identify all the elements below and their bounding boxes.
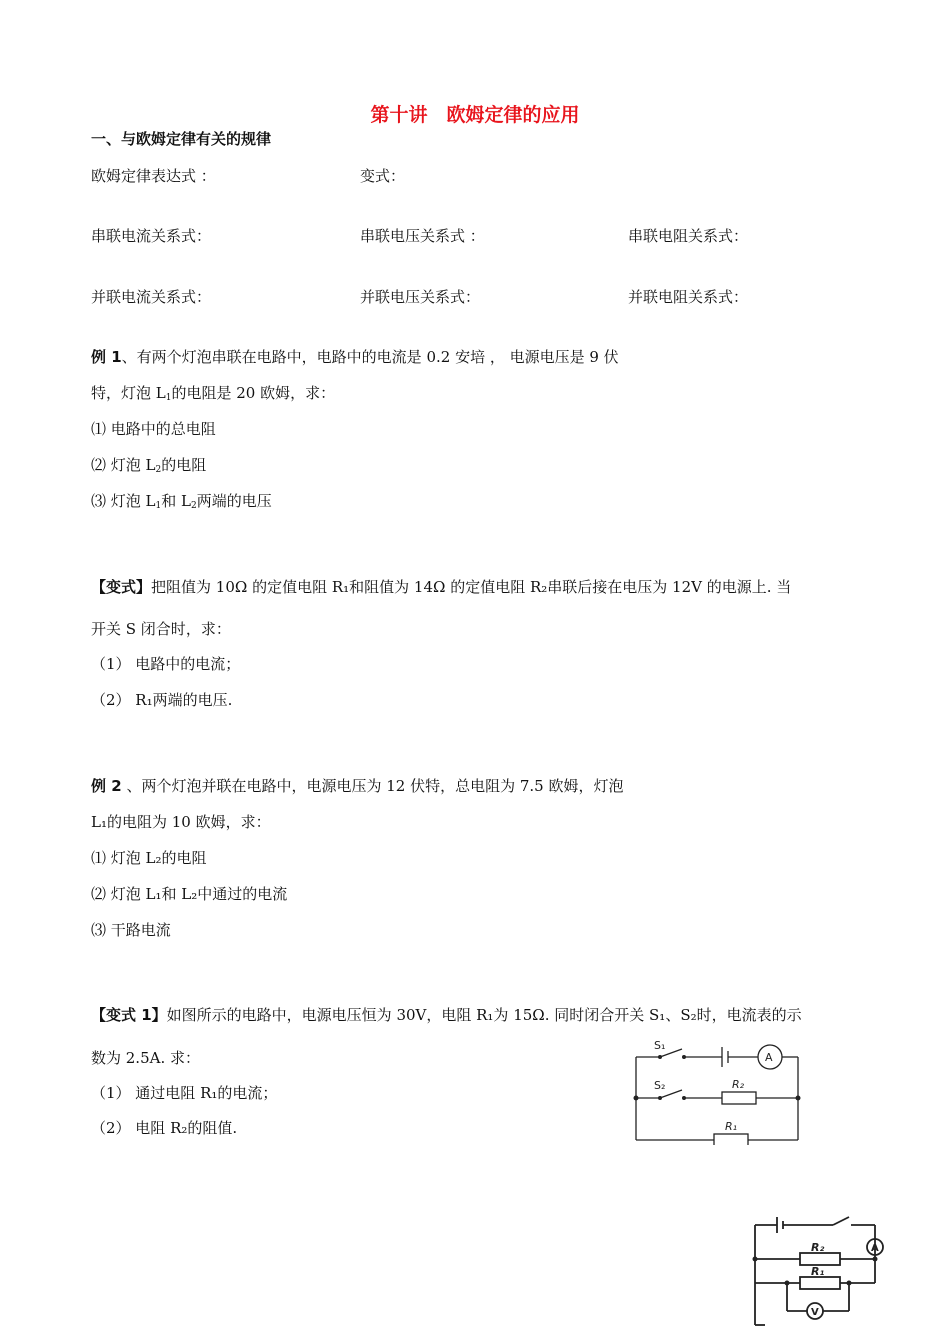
example2-question3: ⑶ 干路电流 xyxy=(91,921,171,939)
label-r1: R₁ xyxy=(725,1120,738,1133)
example1-question1: ⑴ 电路中的总电阻 xyxy=(91,420,216,438)
section-heading: 一、与欧姆定律有关的规律 xyxy=(91,130,272,148)
resistor-r2-fig2 xyxy=(800,1253,840,1265)
label-voltmeter: V xyxy=(811,1307,819,1318)
example1-text: 、有两个灯泡串联在电路中，电路中的电流是 0.2 安培 ， 电源电压是 9 伏 xyxy=(121,348,619,366)
parallel-resistance-label: 并联电阻关系式： xyxy=(628,288,749,306)
switch-2 xyxy=(833,1217,849,1225)
label-r1-fig2: R₁ xyxy=(811,1265,825,1278)
label-r2: R₂ xyxy=(732,1078,745,1091)
example2-line2: L₁的电阻为 10 欧姆，求： xyxy=(91,813,271,831)
resistor-r1 xyxy=(714,1134,748,1145)
variant2-question2: （2） 电阻 R₂的阻值. xyxy=(91,1119,238,1137)
page-title: 第十讲 欧姆定律的应用 xyxy=(370,104,580,126)
variant1-question1: （1） 电路中的电流； xyxy=(91,655,241,673)
example2-question2: ⑵ 灯泡 L₁和 L₂中通过的电流 xyxy=(91,885,288,903)
series-voltage-label: 串联电压关系式 ： xyxy=(360,227,485,245)
example2-question1: ⑴ 灯泡 L₂的电阻 xyxy=(91,849,207,867)
example1-line2: 特，灯泡 $L_1$的电阻是 20 欧姆，求： xyxy=(91,384,336,403)
parallel-voltage-label: 并联电压关系式： xyxy=(360,288,481,306)
circuit-diagram-2 xyxy=(745,1215,890,1344)
variant2-line1: 【变式 1】如图所示的电路中，电源电压恒为 30V，电阻 R₁为 15Ω. 同时闭合开关 S₁、S₂时，电流表的示 xyxy=(91,1006,802,1024)
example1-line1 xyxy=(91,346,619,367)
example2-label: 例 2 xyxy=(91,777,122,795)
example1-question3: ⑶ 灯泡 $L_1$和 $L_2$两端的电压 xyxy=(91,492,272,511)
variant1-line1: 【变式】把阻值为 10Ω 的定值电阻 R₁和阻值为 14Ω 的定值电阻 R₂串联后接在电压为 12V 的电源上. 当 xyxy=(91,578,792,596)
label-s2: S₂ xyxy=(654,1079,666,1092)
example1-question2: ⑵ 灯泡 $L_2$的电阻 xyxy=(91,456,207,475)
example1-label: 例 1 xyxy=(91,348,122,366)
variant2-question1: （1） 通过电阻 R₁的电流； xyxy=(91,1084,278,1102)
resistor-r2 xyxy=(722,1092,756,1104)
variant2-label: 【变式 1】 xyxy=(91,1006,167,1024)
label-ammeter-fig2: A xyxy=(871,1243,879,1254)
resistor-r1-fig2 xyxy=(800,1277,840,1289)
label-s1: S₁ xyxy=(654,1039,666,1052)
label-ammeter: A xyxy=(765,1051,773,1064)
variant2-line2: 数为 2.5A. 求： xyxy=(91,1049,200,1067)
example2-line1: 例 2 、两个灯泡并联在电路中，电源电压为 12 伏特，总电阻为 7.5 欧姆，灯泡 xyxy=(91,777,624,795)
variant1-question2: （2） R₁两端的电压. xyxy=(91,691,233,709)
series-resistance-label: 串联电阻关系式： xyxy=(628,227,749,245)
variant1-label: 【变式】 xyxy=(91,578,152,596)
parallel-current-label: 并联电流关系式： xyxy=(91,288,212,306)
series-current-label: 串联电流关系式： xyxy=(91,227,212,245)
circuit-diagram-1 xyxy=(630,1035,810,1145)
variant-formula-label: 变式： xyxy=(360,167,406,185)
ohm-expression-label: 欧姆定律表达式 ： xyxy=(91,167,216,185)
label-r2-fig2: R₂ xyxy=(811,1241,825,1254)
variant1-line2: 开关 S 闭合时，求： xyxy=(91,620,231,638)
